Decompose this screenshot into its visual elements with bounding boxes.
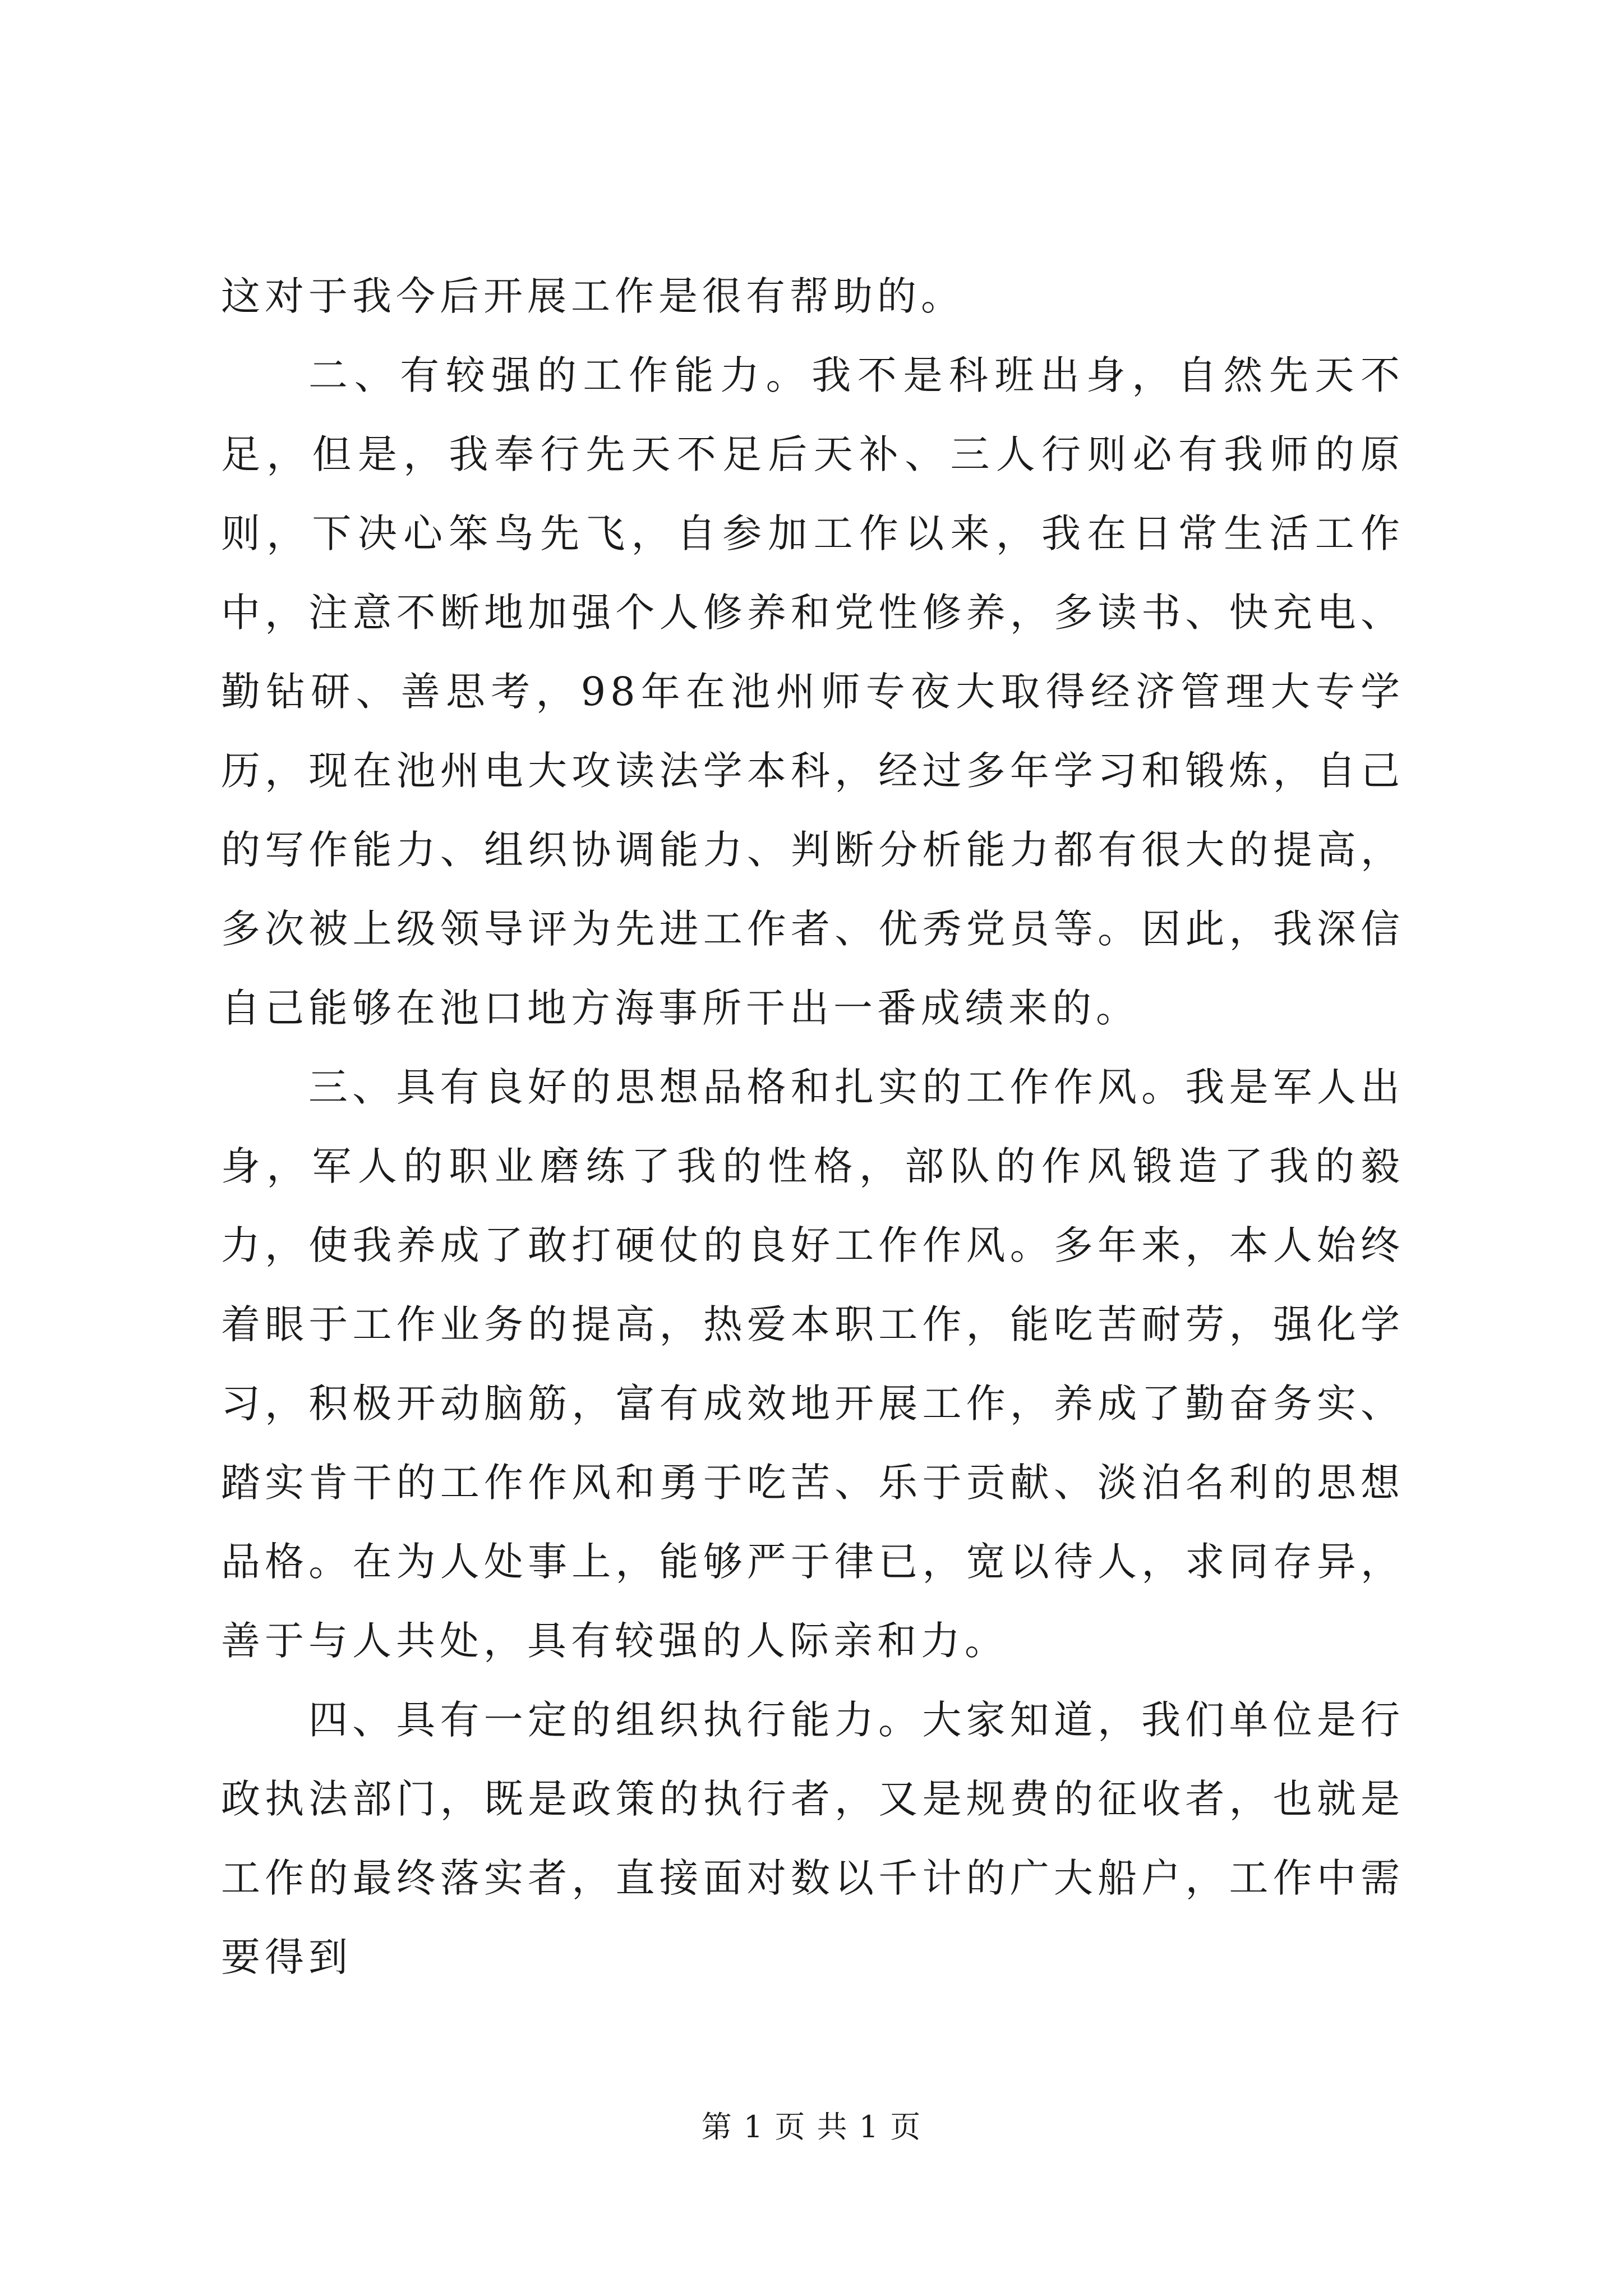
paragraph-character-style: 三、具有良好的思想品格和扎实的工作作风。我是军人出身，军人的职业磨练了我的性格，部队的作风锻造了我的毅力，使我养成了敢打硬仗的良好工作作风。多年来，本人始终着眼于工作业务的提高，热爱本职工作，能吃苦耐劳，强化学习，积极开动脑筋，富有成效地开展工作，养成了勤奋务实、踏实肯干的工作作风和勇于吃苦、乐于贡献、淡泊名利的思想品格。在为人处事上，能够严于律已，宽以待人，求同存异，善于与人共处，具有较强的人际亲和力。 bbox=[221, 1064, 1404, 1664]
page-footer: 第 1 页 共 1 页 bbox=[701, 2109, 922, 2145]
paragraph-continuation: 这对于我今后开展工作是很有帮助的。 bbox=[221, 273, 965, 319]
document-body bbox=[221, 257, 1404, 1997]
paragraph-work-ability: 二、有较强的工作能力。我不是科班出身，自然先天不足，但是，我奉行先天不足后天补、三人行则必有我师的原则，下决心笨鸟先飞，自参加工作以来，我在日常生活工作中，注意不断地加强个人修养和党性修养，多读书、快充电、勤钻研、善思考，98年在池州师专夜大取得经济管理大专学历，现在池州电大攻读法学本科，经过多年学习和锻炼，自己的写作能力、组织协调能力、判断分析能力都有很大的提高，多次被上级领导评为先进工作者、优秀党员等。因此，我深信自己能够在池口地方海事所干出一番成绩来的。 bbox=[221, 352, 1404, 1031]
paragraph-execution-ability: 四、具有一定的组织执行能力。大家知道，我们单位是行政执法部门，既是政策的执行者，又是规费的征收者，也就是工作的最终落实者，直接面对数以千计的广大船户，工作中需要得到 bbox=[221, 1697, 1404, 1980]
